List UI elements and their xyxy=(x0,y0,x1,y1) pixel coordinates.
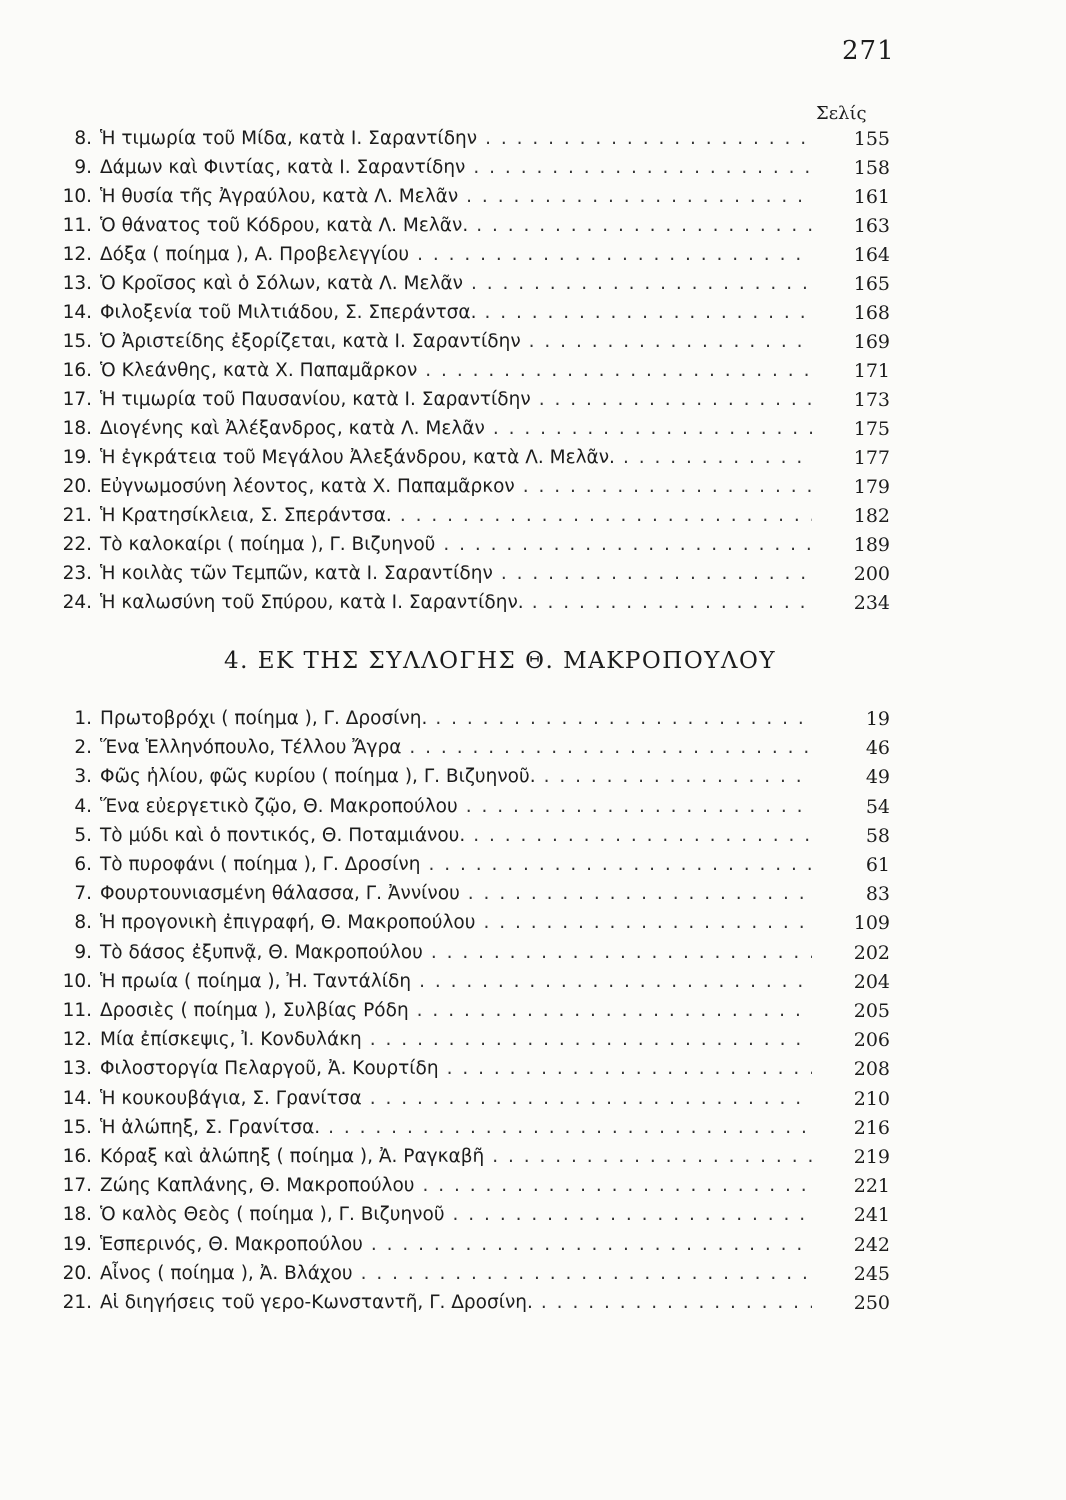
toc-entry-title: Ὁ Κλεάνθης, κατὰ Χ. Παπαμᾶρκον xyxy=(100,360,418,381)
toc-entry xyxy=(48,963,890,992)
toc-entry-title: Αἶνος ( ποίημα ), Ἀ. Βλάχου xyxy=(100,1262,353,1284)
dot-leader xyxy=(484,302,812,323)
toc-entry-title: Ἡ ἐγκράτεια τοῦ Μεγάλου Ἀλεξάνδρου, κατὰ Λ. Μελᾶν. xyxy=(100,447,615,468)
toc-entry-page: 109 xyxy=(853,912,890,935)
toc-entry-page: 83 xyxy=(865,883,890,906)
toc-entry-title: Ἡ τιμωρία τοῦ Μίδα, κατὰ Ι. Σαραντίδην xyxy=(100,128,478,149)
toc-entry-page: 208 xyxy=(853,1058,890,1081)
toc-entry-number: 15. xyxy=(62,331,92,352)
toc-entry-page: 165 xyxy=(853,273,890,295)
toc-entry-title: Ἕνα Ἑλληνόπουλο, Τέλλου Ἄγρα xyxy=(100,737,402,759)
toc-entry-page: 175 xyxy=(853,418,890,440)
toc-entry xyxy=(48,1138,890,1167)
toc-entry-page: 19 xyxy=(865,708,890,730)
toc-entry-page: 49 xyxy=(865,766,890,789)
toc-entry-page: 221 xyxy=(853,1175,890,1198)
toc-entry-page: 58 xyxy=(865,824,890,847)
toc-entry xyxy=(48,700,890,729)
toc-entry-title: Τὸ δάσος ἐξυπνᾷ, Θ. Μακροπούλου xyxy=(100,941,423,963)
toc-entry-number: 14. xyxy=(62,302,92,323)
toc-entry xyxy=(48,323,890,352)
dot-leader xyxy=(453,1204,812,1225)
dot-leader xyxy=(623,447,812,468)
toc-entry-number: 23. xyxy=(62,563,92,584)
page-number: 271 xyxy=(842,36,895,66)
toc-entry xyxy=(48,788,890,817)
dot-leader xyxy=(523,476,812,497)
dot-leader xyxy=(473,825,812,846)
toc-entry xyxy=(48,1167,890,1196)
toc-entry-title: Δροσιὲς ( ποίημα ), Συλβίας Ρόδη xyxy=(100,1000,409,1021)
dot-leader xyxy=(443,534,812,555)
dot-leader xyxy=(529,331,812,352)
toc-entry-number: 19. xyxy=(62,447,92,468)
dot-leader xyxy=(485,128,812,149)
toc-entry-page: 205 xyxy=(853,1000,890,1022)
dot-leader xyxy=(400,505,812,526)
dot-leader xyxy=(370,1029,812,1050)
toc-entry-title: Ἡ τιμωρία τοῦ Παυσανίου, κατὰ Ι. Σαραντίδην xyxy=(100,389,531,410)
dot-leader xyxy=(417,1000,812,1021)
toc-entry xyxy=(48,410,890,439)
toc-entry xyxy=(48,468,890,497)
toc-entry-page: 46 xyxy=(865,737,890,760)
toc-entry-title: Τὸ καλοκαίρι ( ποίημα ), Γ. Βιζυηνοῦ xyxy=(100,534,436,555)
toc-entry-title: Φιλοστοργία Πελαργοῦ, Ἀ. Κουρτίδη xyxy=(100,1058,439,1080)
toc-entry-number: 3. xyxy=(74,766,92,788)
toc-entry xyxy=(48,1226,890,1255)
toc-entry-title: Τὸ πυροφάνι ( ποίημα ), Γ. Δροσίνη xyxy=(100,854,421,875)
dot-leader xyxy=(447,1058,812,1079)
toc-entry-number: 10. xyxy=(62,186,92,207)
toc-entry xyxy=(48,149,890,178)
toc-entry xyxy=(48,178,890,207)
toc-entry xyxy=(48,236,890,265)
toc-entry-page: 164 xyxy=(853,244,890,266)
toc-entry-page: 163 xyxy=(853,215,890,237)
toc-entry-number: 14. xyxy=(62,1087,92,1109)
toc-entry-number: 11. xyxy=(62,1000,92,1021)
toc-entry xyxy=(48,817,890,846)
toc-entry-number: 21. xyxy=(62,505,92,526)
toc-entry xyxy=(48,120,890,149)
toc-entry-page: 173 xyxy=(853,389,890,411)
toc-entry-number: 7. xyxy=(74,883,92,905)
toc-entry-number: 5. xyxy=(74,824,92,846)
toc-entry-page: 179 xyxy=(853,476,890,498)
toc-entry-title: Κόραξ καὶ ἀλώπηξ ( ποίημα ), Ἀ. Ραγκαβῆ xyxy=(100,1146,485,1167)
section-heading: 4. ΕΚ ΤΗΣ ΣΥΛΛΟΓΗΣ Θ. ΜΑΚΡΟΠΟΥΛΟΥ xyxy=(223,648,777,674)
dot-leader xyxy=(473,157,812,178)
toc-entry-title: Φιλοξενία τοῦ Μιλτιάδου, Σ. Σπεράντσα. xyxy=(100,302,477,323)
toc-entry-number: 12. xyxy=(62,244,92,265)
toc-entry-page: 216 xyxy=(853,1116,890,1139)
toc-entry-number: 10. xyxy=(62,970,92,992)
toc-entry xyxy=(48,1109,890,1138)
toc-entry-number: 16. xyxy=(62,1146,92,1167)
toc-entry-number: 24. xyxy=(62,592,92,613)
toc-entry-title: Εὐγνωμοσύνη λέοντος, κατὰ Χ. Παπαμᾶρκον xyxy=(100,476,515,497)
toc-entry-page: 245 xyxy=(853,1262,890,1285)
toc-entry-title: Ἡ κουκουβάγια, Σ. Γρανίτσα xyxy=(100,1087,362,1109)
toc-entry-page: 210 xyxy=(853,1087,890,1110)
dot-leader xyxy=(466,186,812,207)
toc-entry-page: 200 xyxy=(853,563,890,585)
toc-entry-number: 8. xyxy=(74,912,92,934)
toc-entry-title: Τὸ μύδι καὶ ὁ ποντικός, Θ. Ποταμιάνου. xyxy=(100,824,466,846)
toc-entry xyxy=(48,729,890,758)
toc-entry-page: 155 xyxy=(853,128,890,150)
toc-entry-number: 4. xyxy=(74,795,92,817)
dot-leader xyxy=(361,1263,812,1284)
toc-entry-title: Δάμων καὶ Φιντίας, κατὰ Ι. Σαραντίδην xyxy=(100,157,466,178)
toc-entry-number: 17. xyxy=(62,389,92,410)
toc-entry-page: 206 xyxy=(853,1029,890,1052)
toc-entry-number: 6. xyxy=(74,854,92,875)
dot-leader xyxy=(409,737,812,758)
page-column-header: Σελίς xyxy=(816,103,867,124)
toc-entry xyxy=(48,1196,890,1225)
toc-entry-page: 234 xyxy=(853,592,890,614)
toc-entry-page: 204 xyxy=(853,970,890,993)
toc-entry-page: 168 xyxy=(853,302,890,324)
toc-entry xyxy=(48,934,890,963)
toc-entry-title: Διογένης καὶ Ἀλέξανδρος, κατὰ Λ. Μελᾶν xyxy=(100,418,485,439)
toc-entry-number: 20. xyxy=(62,476,92,497)
toc-entry-page: 182 xyxy=(853,505,890,527)
toc-entry-number: 9. xyxy=(74,157,92,178)
dot-leader xyxy=(483,912,812,933)
toc-entry xyxy=(48,497,890,526)
toc-entry-page: 158 xyxy=(853,157,890,179)
toc-entry-number: 17. xyxy=(62,1175,92,1197)
toc-entry-number: 18. xyxy=(62,418,92,439)
toc-entry-page: 54 xyxy=(865,795,890,818)
toc-entry-title: Ἑσπερινός, Θ. Μακροπούλου xyxy=(100,1233,363,1255)
toc-entry xyxy=(48,1284,890,1313)
toc-entry-title: Αἱ διηγήσεις τοῦ γερο-Κωνσταντῆ, Γ. Δροσίνη. xyxy=(100,1292,533,1313)
toc-entry-number: 18. xyxy=(62,1204,92,1226)
dot-leader xyxy=(544,766,812,787)
toc-entry xyxy=(48,904,890,933)
toc-entry-title: Ὁ Ἀριστείδης ἐξορίζεται, κατὰ Ι. Σαραντίδην xyxy=(100,331,521,352)
toc-entry-number: 13. xyxy=(62,1058,92,1080)
toc-entry xyxy=(48,294,890,323)
toc-entry-page: 169 xyxy=(853,331,890,353)
toc-entry-page: 171 xyxy=(853,360,890,382)
toc-entry-page: 161 xyxy=(853,186,890,208)
dot-leader xyxy=(435,708,812,729)
toc-entry xyxy=(48,992,890,1021)
toc-entry xyxy=(48,439,890,468)
toc-entry-title: Ἕνα εὐεργετικὸ ζῷο, Θ. Μακροπούλου xyxy=(100,795,458,817)
toc-entry-page: 61 xyxy=(865,854,890,876)
toc-entry xyxy=(48,555,890,584)
toc-entry xyxy=(48,381,890,410)
toc-entry-title: Φουρτουνιασμένη θάλασσα, Γ. Ἀννίνου xyxy=(100,883,460,905)
toc-entry-number: 21. xyxy=(62,1292,92,1313)
toc-entry-page: 189 xyxy=(853,534,890,556)
toc-entry-number: 20. xyxy=(62,1262,92,1284)
dot-leader xyxy=(428,854,812,875)
toc-entry-number: 12. xyxy=(62,1029,92,1051)
toc-entry-title: Ἡ πρωία ( ποίημα ), Ἠ. Ταντάλίδη xyxy=(100,970,412,992)
dot-leader xyxy=(492,1146,812,1167)
dot-leader xyxy=(328,1117,812,1138)
toc-entry-title: Ἡ ἀλώπηξ, Σ. Γρανίτσα. xyxy=(100,1116,321,1138)
toc-entry-page: 250 xyxy=(853,1292,890,1314)
toc-entry-number: 16. xyxy=(62,360,92,381)
dot-leader xyxy=(371,1234,812,1255)
toc-entry-page: 219 xyxy=(853,1146,890,1168)
toc-entry-title: Ζώης Καπλάνης, Θ. Μακροπούλου xyxy=(100,1175,415,1197)
dot-leader xyxy=(431,942,812,963)
toc-entry-page: 177 xyxy=(853,447,890,469)
dot-leader xyxy=(541,1292,812,1313)
toc-entry xyxy=(48,1255,890,1284)
toc-entry-number: 8. xyxy=(74,128,92,149)
toc-entry-page: 242 xyxy=(853,1233,890,1256)
toc-entry-title: Φῶς ἡλίου, φῶς κυρίου ( ποίημα ), Γ. Βιζυηνοῦ. xyxy=(100,766,536,788)
toc-entry xyxy=(48,207,890,236)
toc-entry-number: 1. xyxy=(74,708,92,729)
toc-entry xyxy=(48,1080,890,1109)
toc-entry-title: Ἡ κοιλὰς τῶν Τεμπῶν, κατὰ Ι. Σαραντίδην xyxy=(100,563,493,584)
toc-entry-page: 241 xyxy=(853,1204,890,1227)
toc-entry xyxy=(48,1050,890,1079)
toc-entry-number: 13. xyxy=(62,273,92,294)
toc-entry-title: Ἡ Κρατησίκλεια, Σ. Σπεράντσα. xyxy=(100,505,392,526)
toc-entry-number: 11. xyxy=(62,215,92,236)
dot-leader xyxy=(539,389,812,410)
dot-leader xyxy=(425,360,812,381)
dot-leader xyxy=(417,244,812,265)
toc-entry xyxy=(48,875,890,904)
toc-entry xyxy=(48,265,890,294)
toc-entry-page: 202 xyxy=(853,941,890,964)
toc-entry xyxy=(48,526,890,555)
toc-entry-title: Μία ἐπίσκεψις, Ἰ. Κονδυλάκη xyxy=(100,1029,362,1051)
dot-leader xyxy=(532,592,812,613)
toc-entry-number: 15. xyxy=(62,1116,92,1138)
toc-entry xyxy=(48,584,890,613)
dot-leader xyxy=(476,215,812,236)
toc-entry-number: 9. xyxy=(74,941,92,963)
toc-entry-number: 2. xyxy=(74,737,92,759)
dot-leader xyxy=(493,418,812,439)
dot-leader xyxy=(501,563,812,584)
toc-entry-title: Ἡ καλωσύνη τοῦ Σπύρου, κατὰ Ι. Σαραντίδην. xyxy=(100,592,524,613)
dot-leader xyxy=(468,883,812,904)
toc-entry xyxy=(48,352,890,381)
dot-leader xyxy=(471,273,812,294)
toc-entry-title: Ὁ Κροῖσος καὶ ὁ Σόλων, κατὰ Λ. Μελᾶν xyxy=(100,273,463,294)
toc-entry-number: 22. xyxy=(62,534,92,555)
toc-entry xyxy=(48,1021,890,1050)
dot-leader xyxy=(419,971,812,992)
toc-entry-title: Ἡ θυσία τῆς Ἀγραύλου, κατὰ Λ. Μελᾶν xyxy=(100,186,459,207)
dot-leader xyxy=(423,1175,812,1196)
toc-entry-title: Ἡ προγονικὴ ἐπιγραφή, Θ. Μακροπούλου xyxy=(100,912,476,934)
dot-leader xyxy=(466,796,812,817)
toc-entry-title: Δόξα ( ποίημα ), Α. Προβελεγγίου xyxy=(100,244,410,265)
toc-entry-number: 19. xyxy=(62,1233,92,1255)
dot-leader xyxy=(370,1088,812,1109)
toc-entry-title: Ὁ καλὸς Θεὸς ( ποίημα ), Γ. Βιζυηνοῦ xyxy=(100,1204,445,1226)
toc-entry-title: Ὁ θάνατος τοῦ Κόδρου, κατὰ Λ. Μελᾶν. xyxy=(100,215,469,236)
toc-entry xyxy=(48,846,890,875)
toc-entry-title: Πρωτοβρόχι ( ποίημα ), Γ. Δροσίνη. xyxy=(100,708,428,729)
toc-entry xyxy=(48,758,890,787)
